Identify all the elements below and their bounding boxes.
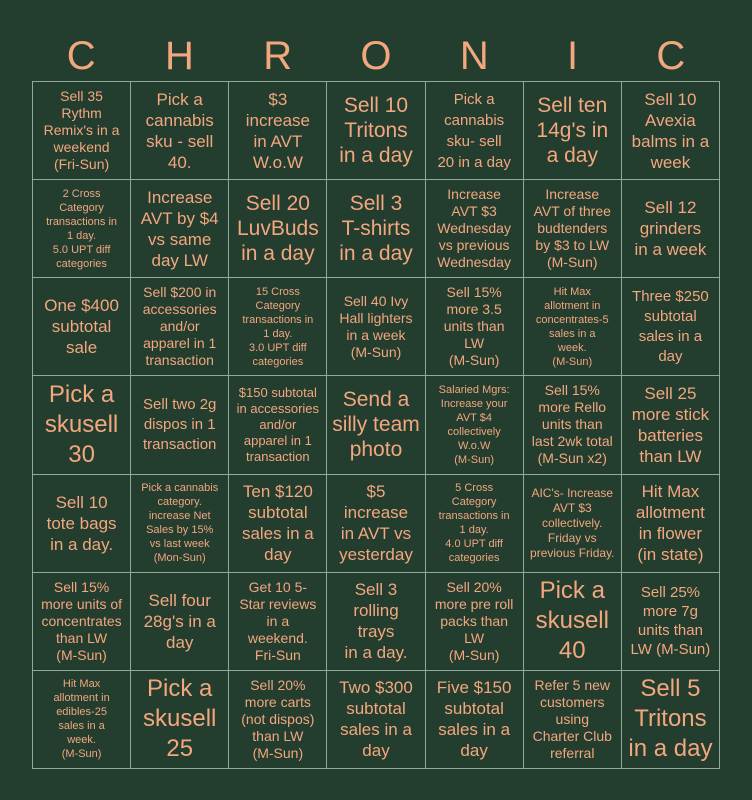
cell-text: Sell 10 Avexia balms in a week xyxy=(631,89,710,172)
bingo-cell[interactable] xyxy=(229,82,327,180)
bingo-cell[interactable] xyxy=(622,180,720,278)
cell-text: 15 Cross Category transactions in 1 day. 3.0 UPT diff categories xyxy=(242,285,314,368)
cell-text: Salaried Mgrs: Increase your AVT $4 collectively W.o.W (M-Sun) xyxy=(438,383,510,466)
cell-text: Three $250 subtotal sales in a day xyxy=(632,287,709,365)
bingo-cell[interactable] xyxy=(33,376,131,474)
cell-text: Sell 15% more Rello units than last 2wk total (M-Sun x2) xyxy=(531,382,613,467)
cell-text: Sell 15% more 3.5 units than LW (M-Sun) xyxy=(443,284,505,369)
cell-text: Increase AVT $3 Wednesday vs previous Wednesday xyxy=(437,186,511,271)
bingo-cell[interactable] xyxy=(229,180,327,278)
title-letter-o: O xyxy=(360,34,392,78)
cell-text: 2 Cross Category transactions in 1 day. 5.0 UPT diff categories xyxy=(46,187,118,270)
title-letter-h: H xyxy=(164,34,194,78)
bingo-cell[interactable] xyxy=(622,376,720,474)
bingo-cell[interactable] xyxy=(327,671,425,769)
bingo-cell[interactable] xyxy=(229,376,327,474)
bingo-cell[interactable] xyxy=(524,573,622,671)
bingo-title xyxy=(32,30,720,82)
bingo-cell[interactable] xyxy=(524,180,622,278)
bingo-cell[interactable] xyxy=(524,82,622,180)
cell-text: $3 increase in AVT W.o.W xyxy=(245,89,310,172)
bingo-cell[interactable] xyxy=(327,376,425,474)
bingo-cell[interactable] xyxy=(426,376,524,474)
bingo-cell[interactable] xyxy=(327,475,425,573)
title-letter-c2: C xyxy=(656,34,686,78)
cell-text: 5 Cross Category transactions in 1 day. 4.0 UPT diff categories xyxy=(438,482,510,565)
bingo-cell[interactable] xyxy=(131,376,229,474)
bingo-cell[interactable] xyxy=(131,278,229,376)
cell-text: Send a silly team photo xyxy=(332,388,420,462)
bingo-cell[interactable] xyxy=(426,573,524,671)
bingo-cell[interactable] xyxy=(131,573,229,671)
bingo-cell[interactable] xyxy=(426,278,524,376)
cell-text: Sell $200 in accessories and/or apparel in 1 transaction xyxy=(142,284,217,369)
bingo-cell[interactable] xyxy=(229,573,327,671)
bingo-cell[interactable] xyxy=(622,278,720,376)
cell-text: Sell 15% more units of concentrates than LW (M-Sun) xyxy=(41,578,123,663)
cell-text: Pick a skusell 30 xyxy=(44,380,119,468)
bingo-cell[interactable] xyxy=(33,180,131,278)
bingo-cell[interactable] xyxy=(33,671,131,769)
bingo-cell[interactable] xyxy=(426,82,524,180)
cell-text: Hit Max allotment in concentrates-5 sales in a week. (M-Sun) xyxy=(535,285,609,368)
bingo-cell[interactable] xyxy=(131,475,229,573)
bingo-cell[interactable] xyxy=(131,671,229,769)
bingo-cell[interactable] xyxy=(622,82,720,180)
cell-text: Increase AVT by $4 vs same day LW xyxy=(140,187,219,270)
bingo-cell[interactable] xyxy=(229,278,327,376)
bingo-cell[interactable] xyxy=(229,475,327,573)
cell-text: Sell 3 T-shirts in a day xyxy=(339,192,413,266)
bingo-cell[interactable] xyxy=(33,573,131,671)
cell-text: Pick a cannabis sku - sell 40. xyxy=(145,89,214,172)
cell-text: Sell 20% more carts (not dispos) than LW (M-Sun) xyxy=(241,676,315,761)
title-letter-i: I xyxy=(566,34,579,78)
bingo-cell[interactable] xyxy=(524,671,622,769)
bingo-cell[interactable] xyxy=(622,475,720,573)
cell-text: Refer 5 new customers using Charter Club referral xyxy=(532,676,612,761)
bingo-cell[interactable] xyxy=(33,278,131,376)
bingo-cell[interactable] xyxy=(131,82,229,180)
title-letter-c: C xyxy=(66,34,96,78)
cell-text: Sell 25 more stick batteries than LW xyxy=(631,383,710,466)
bingo-cell[interactable] xyxy=(229,671,327,769)
cell-text: $150 subtotal in accessories and/or apparel in 1 transaction xyxy=(236,384,320,464)
cell-text: Pick a skusell 40 xyxy=(535,577,609,665)
bingo-cell[interactable] xyxy=(524,376,622,474)
title-letter-n: N xyxy=(459,34,489,78)
bingo-cell[interactable] xyxy=(622,573,720,671)
bingo-cell[interactable] xyxy=(524,278,622,376)
bingo-cell[interactable] xyxy=(426,475,524,573)
cell-text: Sell 40 Ivy Hall lighters in a week (M-Sun) xyxy=(339,292,413,360)
bingo-grid xyxy=(32,81,720,769)
bingo-cell[interactable] xyxy=(33,475,131,573)
bingo-cell[interactable] xyxy=(622,671,720,769)
cell-text: Hit Max allotment in flower (in state) xyxy=(635,482,705,565)
cell-text: $5 increase in AVT vs yesterday xyxy=(339,482,413,565)
cell-text: Sell ten 14g's in a day xyxy=(536,94,609,168)
cell-text: Two $300 subtotal sales in a day xyxy=(339,678,413,761)
cell-text: One $400 subtotal sale xyxy=(44,296,119,358)
cell-text: Sell 10 Tritons in a day xyxy=(339,94,413,168)
cell-text: Sell four 28g's in a day xyxy=(143,590,216,652)
cell-text: Hit Max allotment in edibles-25 sales in a week. (M-Sun) xyxy=(53,678,110,761)
cell-text: Get 10 5- Star reviews in a weekend. Fri-Sun xyxy=(239,578,317,663)
cell-text: Sell 25% more 7g units than LW (M-Sun) xyxy=(630,584,711,659)
cell-text: Pick a cannabis category. increase Net Sales by 15% vs last week (Mon-Sun) xyxy=(141,482,219,565)
bingo-cell[interactable] xyxy=(327,82,425,180)
bingo-cell[interactable] xyxy=(33,82,131,180)
cell-text: Pick a skusell 25 xyxy=(143,675,217,763)
bingo-cell[interactable] xyxy=(327,573,425,671)
cell-text: Increase AVT of three budtenders by $3 to LW (M-Sun) xyxy=(533,186,611,271)
cell-text: Ten $120 subtotal sales in a day xyxy=(241,482,314,565)
cell-text: Pick a cannabis sku- sell 20 in a day xyxy=(437,90,511,171)
cell-text: Sell 12 grinders in a week xyxy=(634,198,707,260)
cell-text: Sell 5 Tritons in a day xyxy=(628,675,713,763)
bingo-cell[interactable] xyxy=(524,475,622,573)
title-letter-r: R xyxy=(263,34,293,78)
cell-text: AIC's- Increase AVT $3 collectively. Friday vs previous Friday. xyxy=(530,485,615,560)
bingo-cell[interactable] xyxy=(327,278,425,376)
bingo-cell[interactable] xyxy=(131,180,229,278)
bingo-cell[interactable] xyxy=(426,671,524,769)
cell-text: Sell 20% more pre roll packs than LW (M-Sun) xyxy=(434,578,514,663)
cell-text: Sell 10 tote bags in a day. xyxy=(46,492,117,554)
cell-text: Sell two 2g dispos in 1 transaction xyxy=(143,395,217,453)
cell-text: Sell 3 rolling trays in a day. xyxy=(344,580,408,663)
bingo-cell[interactable] xyxy=(327,180,425,278)
bingo-cell[interactable] xyxy=(426,180,524,278)
cell-text: Sell 20 LuvBuds in a day xyxy=(236,192,319,266)
cell-text: Five $150 subtotal sales in a day xyxy=(436,678,512,761)
cell-text: Sell 35 Rythm Remix's in a weekend (Fri-Sun) xyxy=(43,88,120,173)
